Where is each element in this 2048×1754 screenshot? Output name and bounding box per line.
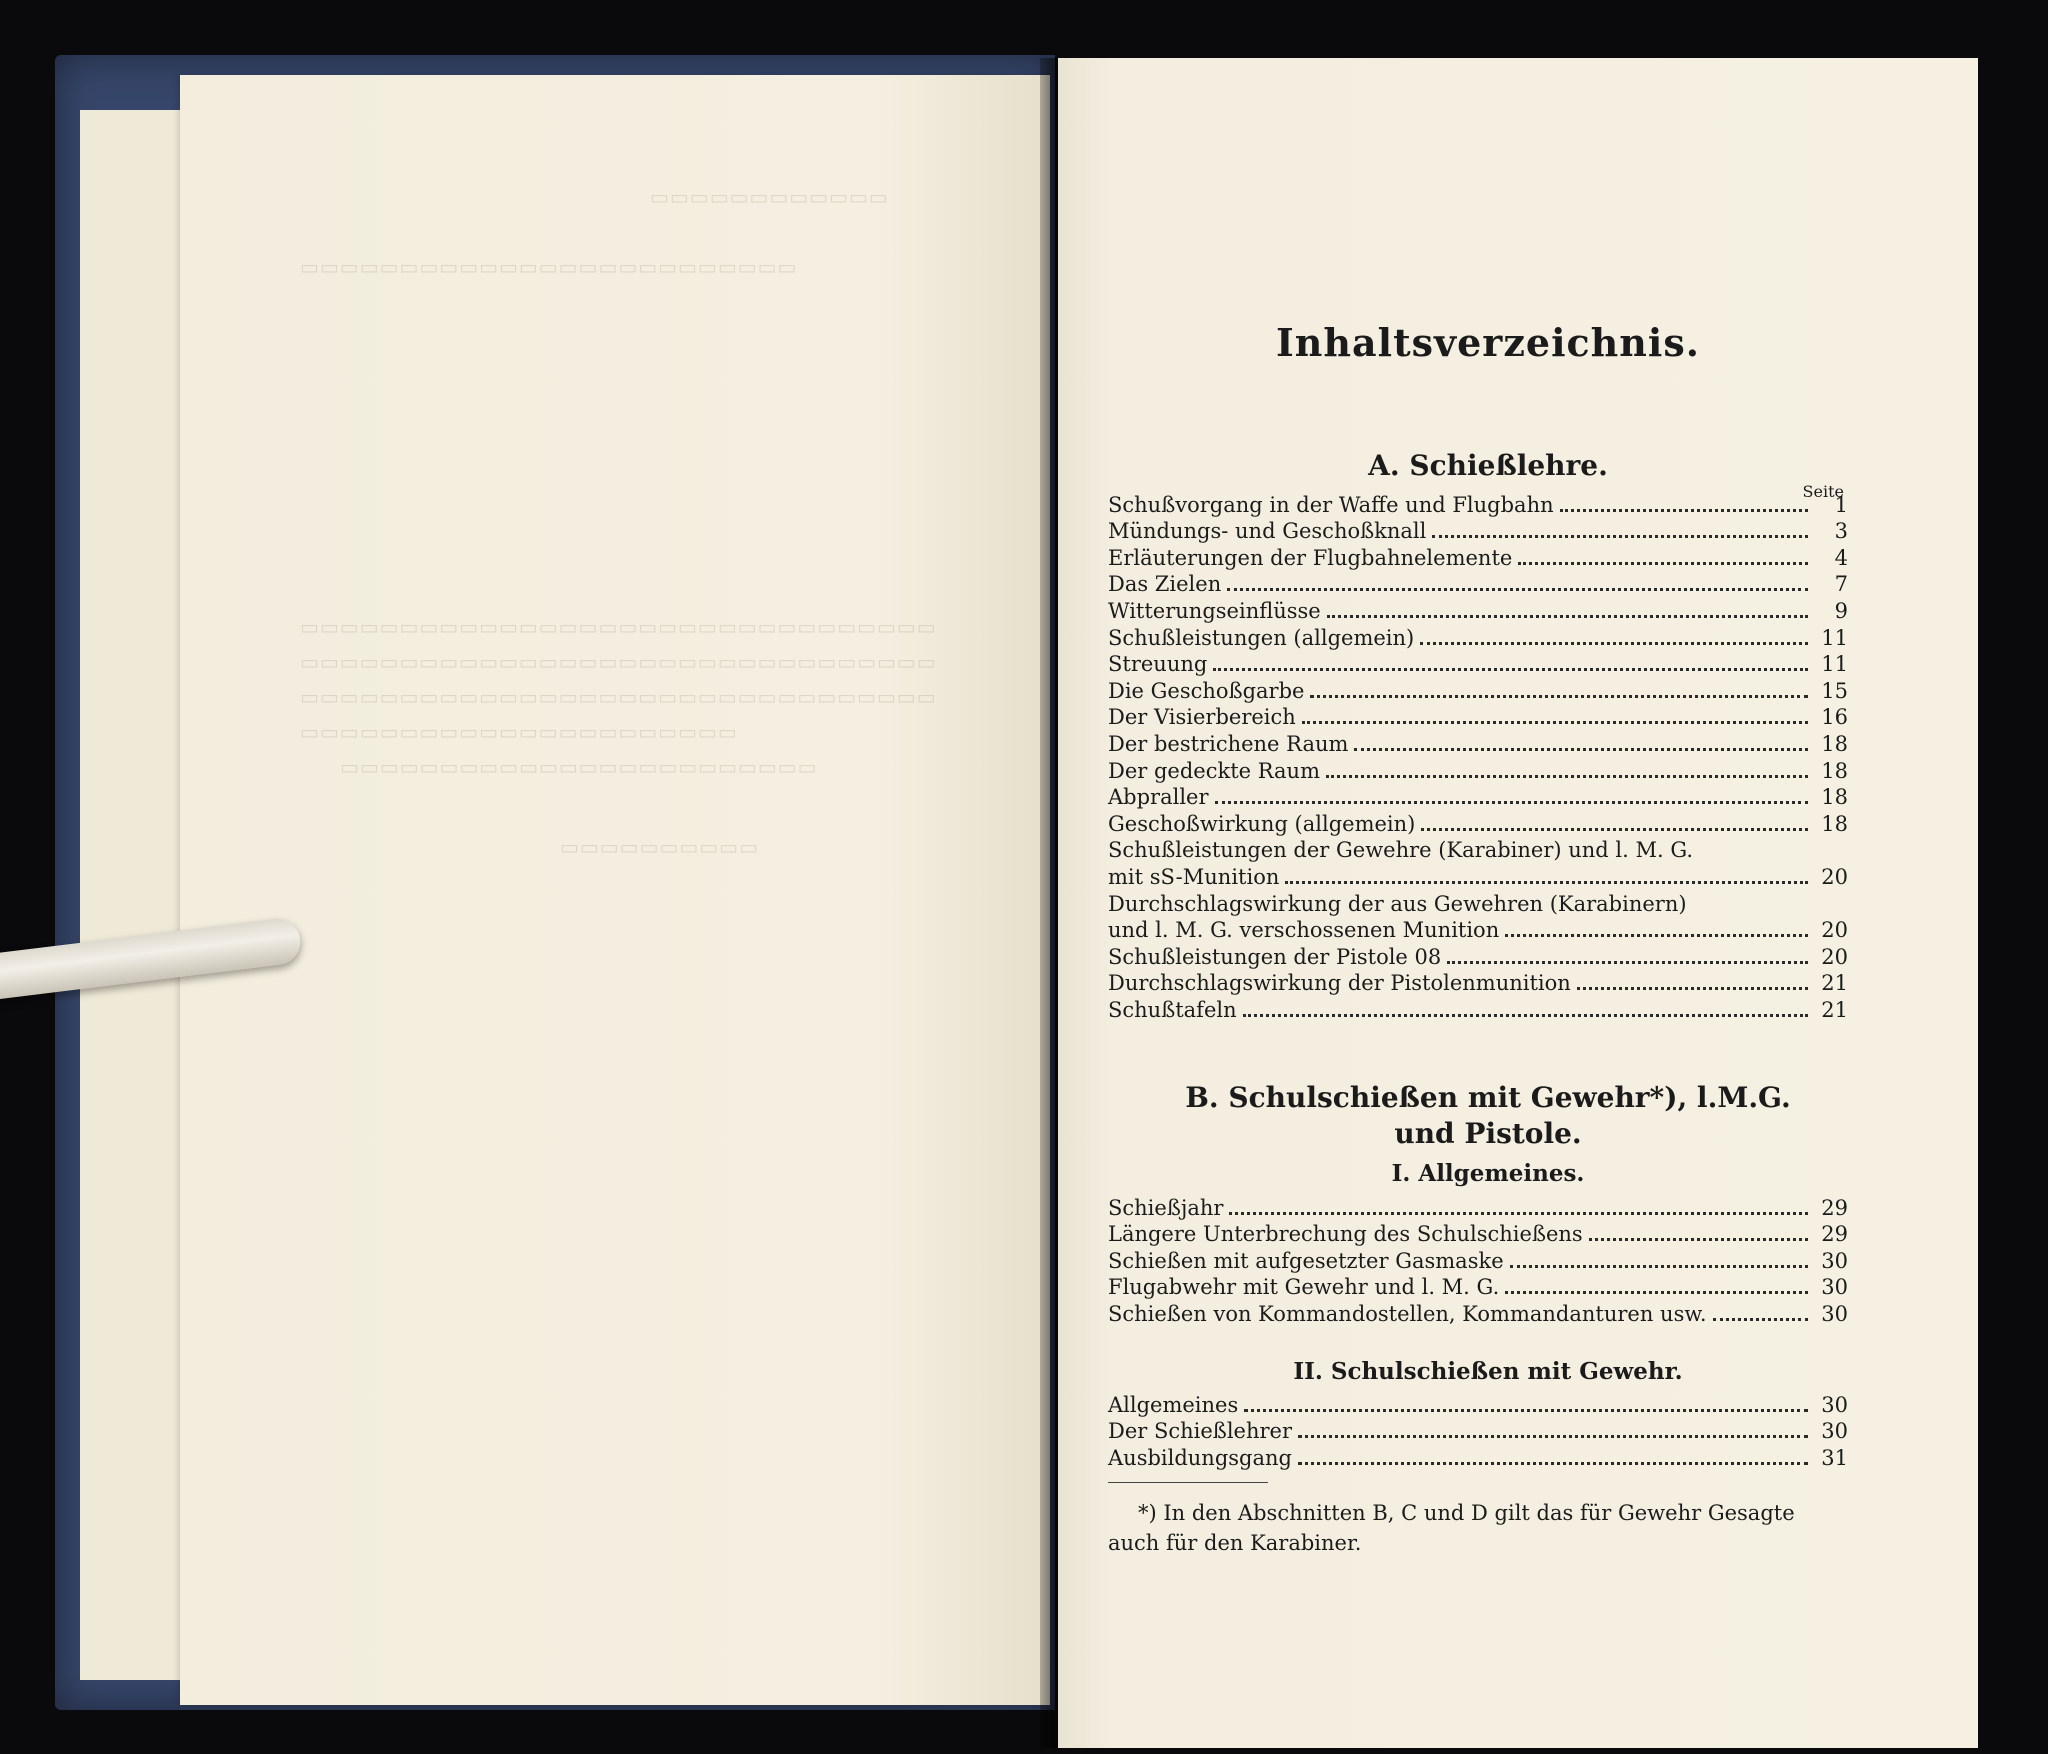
leader-dots	[1510, 1264, 1808, 1268]
toc-entry-page: 31	[1821, 1445, 1848, 1470]
toc-entry-label: Durchschlagswirkung der Pistolenmunition	[1108, 971, 1571, 996]
toc-entry-label: Ausbildungsgang	[1108, 1445, 1292, 1470]
leader-dots	[1560, 508, 1808, 512]
toc-entry	[1108, 517, 1848, 544]
toc-entry-label: Schußleistungen der Gewehre (Karabiner) und l. M. G.	[1108, 838, 1694, 863]
toc-entry-page: 15	[1821, 678, 1848, 703]
page-title: Inhaltsverzeichnis.	[1276, 320, 1700, 365]
leader-dots	[1227, 587, 1808, 591]
section-b-heading-line1: B. Schulschießen mit Gewehr*), l.M.G.	[1185, 1081, 1791, 1114]
left-page	[180, 75, 1050, 1705]
toc-entry	[1108, 756, 1848, 783]
toc-entry-label: Schußtafeln	[1108, 997, 1237, 1022]
toc-entry-page: 30	[1821, 1301, 1848, 1326]
toc-entry	[1108, 1273, 1848, 1300]
toc-entry-label: mit sS-Munition	[1108, 864, 1280, 889]
toc-entry-label: Allgemeines	[1108, 1392, 1239, 1417]
toc-entry-label: Erläuterungen der Flugbahnelemente	[1108, 545, 1513, 570]
toc-entry	[1108, 650, 1848, 677]
toc-entry-page: 4	[1834, 545, 1848, 570]
leader-dots	[1243, 1013, 1808, 1017]
section-a-heading: A. Schießlehre.	[1368, 449, 1608, 482]
leader-dots	[1505, 1290, 1808, 1294]
leader-dots	[1421, 827, 1808, 831]
page-column-label: Seite	[1802, 482, 1844, 501]
toc-entry	[1108, 703, 1848, 730]
toc-entry	[1108, 836, 1848, 863]
toc-entry-page: 11	[1821, 652, 1848, 677]
toc-entry-label: Abpraller	[1108, 785, 1209, 810]
toc-entry-label: Der bestrichene Raum	[1108, 731, 1349, 756]
leader-dots	[1298, 1434, 1808, 1438]
toc-entry	[1108, 1246, 1848, 1273]
bleed-through-text: ▭▭▭▭▭▭▭▭▭▭	[560, 835, 759, 859]
bleed-through-text: ▭▭▭▭▭▭▭▭▭▭▭▭▭▭▭▭▭▭▭▭▭▭▭▭▭▭▭▭▭▭▭▭	[300, 615, 937, 639]
toc-entry	[1108, 1220, 1848, 1247]
bleed-through-text: ▭▭▭▭▭▭▭▭▭▭▭▭▭▭▭▭▭▭▭▭▭▭	[300, 720, 738, 744]
footnote: *) In den Abschnitten B, C und D gilt das für Gewehr Gesagte auch für den Karabiner.	[1108, 1501, 1795, 1555]
section-a-entries	[1108, 490, 1848, 1022]
bleed-through-text: ▭▭▭▭▭▭▭▭▭▭▭▭▭▭▭▭▭▭▭▭▭▭▭▭▭▭▭▭▭▭▭▭	[300, 650, 937, 674]
toc-entry-label: und l. M. G. verschossenen Munition	[1108, 918, 1500, 943]
toc-entry	[1108, 862, 1848, 889]
toc-entry-page: 21	[1821, 997, 1848, 1022]
toc-entry	[1108, 543, 1848, 570]
toc-entry	[1108, 942, 1848, 969]
toc-entry-label: Flugabwehr mit Gewehr und l. M. G.	[1108, 1275, 1500, 1300]
toc-entry-label: Durchschlagswirkung der aus Gewehren (Karabinern)	[1108, 891, 1687, 916]
leader-dots	[1327, 614, 1808, 618]
toc-entry-label: Die Geschoßgarbe	[1108, 678, 1305, 703]
toc-entry-label: Streuung	[1108, 652, 1208, 677]
section-b-heading	[1108, 1080, 1868, 1152]
bleed-through-text: ▭▭▭▭▭▭▭▭▭▭▭▭▭▭▭▭▭▭▭▭▭▭▭▭▭	[300, 255, 798, 279]
toc-entry-label: Witterungseinflüsse	[1108, 598, 1321, 623]
toc-entry	[1108, 889, 1848, 916]
toc-entry-page: 30	[1821, 1419, 1848, 1444]
bleed-through-text: ▭▭▭▭▭▭▭▭▭▭▭▭▭▭▭▭▭▭▭▭▭▭▭▭	[340, 755, 818, 779]
leader-dots	[1213, 667, 1808, 671]
toc-entry-page: 1	[1834, 492, 1848, 517]
section-b-heading-line2: und Pistole.	[1394, 1117, 1582, 1150]
toc-entry	[1108, 1390, 1848, 1417]
leader-dots	[1215, 800, 1808, 804]
toc-entry	[1108, 729, 1848, 756]
leader-dots	[1229, 1211, 1808, 1215]
leader-dots	[1244, 1408, 1808, 1412]
leader-dots	[1354, 747, 1808, 751]
toc-entry-label: Mündungs- und Geschoßknall	[1108, 519, 1427, 544]
toc-entry-label: Geschoßwirkung (allgemein)	[1108, 811, 1416, 836]
bleed-through-text: ▭▭▭▭▭▭▭▭▭▭▭▭	[650, 185, 889, 209]
toc-entry-label: Schußvorgang in der Waffe und Flugbahn	[1108, 492, 1554, 517]
leader-dots	[1589, 1237, 1808, 1241]
leader-dots	[1310, 694, 1808, 698]
subsection-1-heading: I. Allgemeines.	[1391, 1160, 1585, 1187]
toc-entry-page: 20	[1821, 864, 1848, 889]
toc-entry-page: 29	[1821, 1222, 1848, 1247]
toc-entry-page: 18	[1821, 811, 1848, 836]
toc-entry	[1108, 676, 1848, 703]
toc-entry	[1108, 995, 1848, 1022]
leader-dots	[1518, 561, 1808, 565]
toc-entry-page: 3	[1834, 519, 1848, 544]
toc-entry-label: Schießjahr	[1108, 1195, 1224, 1220]
toc-entry	[1108, 596, 1848, 623]
toc-entry-page: 18	[1821, 785, 1848, 810]
toc-entry-page: 9	[1834, 598, 1848, 623]
toc-entry-page: 11	[1821, 625, 1848, 650]
toc-entry	[1108, 490, 1848, 517]
leader-dots	[1302, 720, 1808, 724]
toc-entry	[1108, 1299, 1848, 1326]
toc-entry-label: Schießen von Kommandostellen, Kommandanturen usw.	[1108, 1301, 1707, 1326]
toc-entry	[1108, 783, 1848, 810]
toc-entry-label: Der Visierbereich	[1108, 705, 1296, 730]
footnote-rule	[1108, 1482, 1268, 1483]
leader-dots	[1326, 774, 1808, 778]
leader-dots	[1432, 534, 1808, 538]
subsection-1-entries	[1108, 1193, 1848, 1326]
toc-entry-label: Das Zielen	[1108, 572, 1222, 597]
leader-dots	[1298, 1461, 1808, 1465]
toc-entry	[1108, 570, 1848, 597]
toc-entry-page: 20	[1821, 918, 1848, 943]
leader-dots	[1285, 880, 1808, 884]
leader-dots	[1447, 960, 1808, 964]
toc-entry-page: 20	[1821, 944, 1848, 969]
subsection-2-heading: II. Schulschießen mit Gewehr.	[1293, 1358, 1683, 1385]
toc-entry-page: 18	[1821, 758, 1848, 783]
toc-entry	[1108, 1193, 1848, 1220]
subsection-2-entries	[1108, 1390, 1848, 1470]
toc-entry	[1108, 809, 1848, 836]
toc-entry-label: Längere Unterbrechung des Schulschießens	[1108, 1222, 1583, 1247]
toc-entry-label: Schießen mit aufgesetzter Gasmaske	[1108, 1248, 1504, 1273]
toc-entry-page: 16	[1821, 705, 1848, 730]
toc-entry-page: 7	[1834, 572, 1848, 597]
leader-dots	[1505, 933, 1808, 937]
bleed-through-text: ▭▭▭▭▭▭▭▭▭▭▭▭▭▭▭▭▭▭▭▭▭▭▭▭▭▭▭▭▭▭▭▭	[300, 685, 937, 709]
toc-entry	[1108, 969, 1848, 996]
toc-entry-page: 30	[1821, 1392, 1848, 1417]
toc-entry	[1108, 623, 1848, 650]
toc-entry-page: 21	[1821, 971, 1848, 996]
toc-entry-label: Der gedeckte Raum	[1108, 758, 1320, 783]
toc-entry-label: Schußleistungen der Pistole 08	[1108, 944, 1442, 969]
leader-dots	[1577, 986, 1808, 990]
toc-entry-page: 18	[1821, 731, 1848, 756]
leader-dots	[1713, 1317, 1809, 1321]
toc-entry	[1108, 1443, 1848, 1470]
leader-dots	[1420, 641, 1808, 645]
toc-entry	[1108, 1417, 1848, 1444]
toc-entry-page: 30	[1821, 1275, 1848, 1300]
toc-entry-label: Der Schießlehrer	[1108, 1419, 1292, 1444]
toc-entry-label: Schußleistungen (allgemein)	[1108, 625, 1415, 650]
toc-entry-page: 30	[1821, 1248, 1848, 1273]
toc-entry-page: 29	[1821, 1195, 1848, 1220]
toc-entry	[1108, 916, 1848, 943]
